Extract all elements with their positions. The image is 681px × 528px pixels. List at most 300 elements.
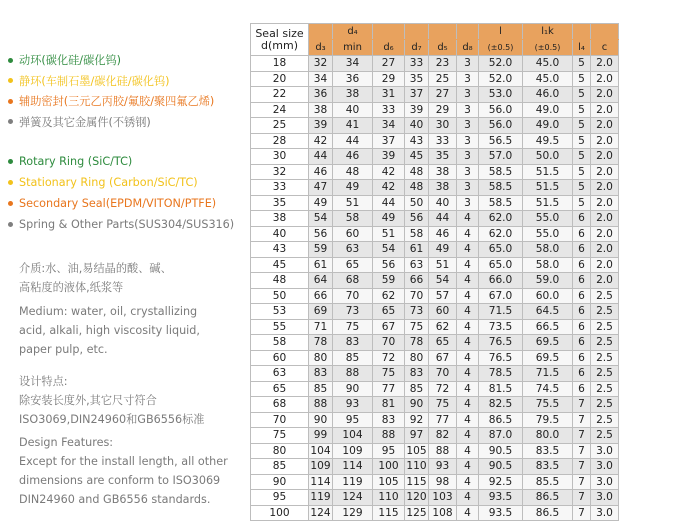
table-cell: 6	[573, 335, 591, 351]
seal-size-header	[251, 24, 309, 56]
table-cell: 65	[333, 257, 373, 273]
table-cell: 2.0	[591, 226, 619, 242]
seal-size-cell: 18	[251, 56, 309, 72]
material-item	[8, 95, 214, 109]
table-cell: 29	[373, 71, 405, 87]
table-row	[251, 56, 619, 72]
table-cell: 44	[373, 195, 405, 211]
table-cell: 46.0	[523, 87, 573, 103]
table-cell: 86.5	[479, 412, 523, 428]
bullet-dot-icon	[8, 78, 13, 83]
table-cell: 80.0	[523, 428, 573, 444]
table-cell: 80	[309, 350, 333, 366]
table-cell: 71	[309, 319, 333, 335]
seal-size-cell: 20	[251, 71, 309, 87]
table-cell: 108	[429, 505, 457, 521]
table-cell: 51	[333, 195, 373, 211]
table-cell: 129	[333, 505, 373, 521]
table-cell: 42	[309, 133, 333, 149]
table-row	[251, 87, 619, 103]
table-cell: 4	[457, 335, 479, 351]
table-row	[251, 71, 619, 87]
table-cell: 4	[457, 304, 479, 320]
table-cell: 42	[373, 180, 405, 196]
table-cell: 53.0	[479, 87, 523, 103]
table-cell: 56	[405, 211, 429, 227]
table-cell: 70	[429, 366, 457, 382]
table-cell: 88	[429, 443, 457, 459]
design-en	[19, 433, 228, 509]
table-cell: 61	[309, 257, 333, 273]
table-cell: 57.0	[479, 149, 523, 165]
design-en-line: dimensions are conform to ISO3069	[19, 474, 221, 487]
material-item	[8, 75, 170, 89]
table-cell: 124	[310, 506, 331, 519]
table-cell: 43	[405, 133, 429, 149]
table-cell: 40	[333, 102, 373, 118]
table-cell: 124	[333, 490, 373, 506]
table-cell: 27	[373, 56, 405, 72]
seal-size-cell: 43	[251, 242, 309, 258]
table-cell: 65.0	[479, 257, 523, 273]
table-cell: 37	[405, 87, 429, 103]
table-cell: 7	[573, 505, 591, 521]
table-cell: 29	[429, 102, 457, 118]
table-cell: 4	[457, 397, 479, 413]
table-row	[251, 490, 619, 506]
seal-size-cell: 24	[251, 102, 309, 118]
table-row	[251, 133, 619, 149]
table-cell: 4	[457, 459, 479, 475]
bullet-dot-icon	[8, 159, 13, 164]
bullet-dot-icon	[8, 99, 13, 104]
table-cell: 31	[373, 87, 405, 103]
table-cell: 6	[573, 211, 591, 227]
table-cell: 54	[309, 211, 333, 227]
table-cell: 3	[457, 87, 479, 103]
table-cell: 4	[457, 273, 479, 289]
table-cell: 55.0	[523, 211, 573, 227]
table-cell: 88	[333, 366, 373, 382]
table-cell: 49.0	[523, 102, 573, 118]
table-cell: 3	[457, 102, 479, 118]
table-cell: 51.5	[523, 164, 573, 180]
table-cell: 115	[406, 475, 427, 488]
material-text: Spring & Other Parts(SUS304/SUS316)	[19, 218, 235, 231]
column-header: d₅	[429, 40, 457, 56]
seal-size-cell: 33	[251, 180, 309, 196]
table-cell: 60.0	[523, 288, 573, 304]
table-cell: 3.0	[591, 490, 619, 506]
table-cell: 40	[405, 118, 429, 134]
table-cell: 57	[429, 288, 457, 304]
table-cell: 32	[309, 56, 333, 72]
table-cell: 5	[573, 56, 591, 72]
table-cell: 3.0	[591, 459, 619, 475]
table-cell: 38	[429, 180, 457, 196]
column-header-top	[457, 24, 479, 40]
table-cell: 61	[405, 242, 429, 258]
table-cell: 3.0	[591, 474, 619, 490]
table-cell: 63	[405, 257, 429, 273]
table-cell: 78	[405, 335, 429, 351]
table-cell: 70	[405, 288, 429, 304]
table-cell: 6	[573, 257, 591, 273]
table-cell: 82.5	[479, 397, 523, 413]
table-cell: 72	[373, 350, 405, 366]
table-cell: 67	[373, 319, 405, 335]
table-cell: 62	[429, 319, 457, 335]
table-cell: 49	[309, 195, 333, 211]
table-cell: 58.5	[479, 164, 523, 180]
table-cell: 2.0	[591, 56, 619, 72]
table-row	[251, 505, 619, 521]
table-row	[251, 226, 619, 242]
table-cell: 23	[429, 56, 457, 72]
table-row	[251, 412, 619, 428]
table-cell: 51.5	[523, 180, 573, 196]
table-cell: 90.5	[479, 443, 523, 459]
table-row	[251, 149, 619, 165]
medium-en-line: Medium: water, oil, crystallizing	[19, 305, 198, 318]
table-cell: 72	[429, 381, 457, 397]
table-cell: 90	[405, 397, 429, 413]
table-cell: 41	[333, 118, 373, 134]
table-cell: 69.5	[523, 350, 573, 366]
table-cell: 62.0	[479, 226, 523, 242]
table-row	[251, 257, 619, 273]
table-cell: 3.0	[591, 505, 619, 521]
table-cell: 70	[333, 288, 373, 304]
table-cell: 92	[405, 412, 429, 428]
table-cell: 33	[373, 102, 405, 118]
table-cell: 58	[333, 211, 373, 227]
table-cell: 30	[429, 118, 457, 134]
table-cell: 109	[310, 460, 331, 472]
table-cell: 88	[309, 397, 333, 413]
table-cell: 80	[405, 350, 429, 366]
table-cell: 3	[457, 118, 479, 134]
table-cell: 27	[429, 87, 457, 103]
table-cell: 6	[573, 350, 591, 366]
table-row	[251, 164, 619, 180]
table-cell: 3	[457, 56, 479, 72]
seal-size-cell: 30	[251, 149, 309, 165]
table-cell: 99	[309, 428, 333, 444]
table-cell: 5	[573, 195, 591, 211]
table-row	[251, 118, 619, 134]
table-cell: 120	[406, 491, 427, 503]
table-header	[251, 24, 619, 56]
table-cell: 49	[429, 242, 457, 258]
table-cell: 38	[429, 164, 457, 180]
table-cell: 3	[457, 195, 479, 211]
medium-cn	[19, 259, 172, 297]
table-cell: 2.0	[591, 71, 619, 87]
seal-size-cell: 50	[251, 288, 309, 304]
material-item	[8, 197, 216, 211]
seal-size-cell: 25	[251, 118, 309, 134]
table-cell: 85	[309, 381, 333, 397]
table-cell: 3	[457, 149, 479, 165]
table-cell: 6	[573, 304, 591, 320]
table-cell: 56.0	[479, 102, 523, 118]
table-cell: 66.5	[523, 319, 573, 335]
material-item	[8, 218, 234, 232]
table-cell: 45.0	[523, 56, 573, 72]
table-cell: 35	[405, 71, 429, 87]
medium-en-line: acid, alkali, high viscosity liquid,	[19, 324, 200, 337]
table-cell: 5	[573, 102, 591, 118]
table-cell: 76.5	[479, 335, 523, 351]
table-cell: 66	[309, 288, 333, 304]
column-header-top	[591, 24, 619, 40]
table-cell: 69.5	[523, 335, 573, 351]
material-text: 弹簧及其它金属件(不锈钢)	[19, 115, 151, 129]
table-cell: 3	[457, 180, 479, 196]
table-cell: 78.5	[479, 366, 523, 382]
table-cell: 59	[309, 242, 333, 258]
table-cell: 50.0	[523, 149, 573, 165]
seal-size-cell: 22	[251, 87, 309, 103]
table-cell: 56.5	[479, 133, 523, 149]
table-row	[251, 459, 619, 475]
table-cell: 86.5	[523, 505, 573, 521]
table-cell: 38	[333, 87, 373, 103]
table-cell: 4	[457, 257, 479, 273]
table-cell: 85	[405, 381, 429, 397]
bullet-dot-icon	[8, 201, 13, 206]
table-cell: 7	[573, 412, 591, 428]
table-cell: 34	[373, 118, 405, 134]
column-header: d₆	[373, 40, 405, 56]
table-cell: 115	[373, 505, 405, 521]
table-cell: 3	[457, 133, 479, 149]
table-cell: 90	[333, 381, 373, 397]
table-cell: 36	[309, 87, 333, 103]
table-cell: 67.0	[479, 288, 523, 304]
table-cell: 4	[457, 428, 479, 444]
table-cell: 3	[457, 164, 479, 180]
table-cell: 4	[457, 412, 479, 428]
medium-en	[19, 302, 200, 359]
table-cell: 65.0	[479, 242, 523, 258]
table-cell: 2.0	[591, 87, 619, 103]
table-cell: 85.5	[523, 474, 573, 490]
column-header: (±0.5)	[479, 40, 523, 56]
table-cell: 90	[309, 412, 333, 428]
table-cell: 93	[429, 459, 457, 475]
table-cell: 5	[573, 149, 591, 165]
design-en-line: DIN24960 and GB6556 standards.	[19, 493, 211, 506]
table-cell: 49.0	[523, 118, 573, 134]
seal-size-cell: 53	[251, 304, 309, 320]
table-cell: 65	[373, 304, 405, 320]
table-cell: 52.0	[479, 56, 523, 72]
table-row	[251, 397, 619, 413]
seal-size-cell: 85	[251, 459, 309, 475]
table-cell: 4	[457, 366, 479, 382]
table-row	[251, 443, 619, 459]
table-row	[251, 319, 619, 335]
table-cell: 6	[573, 288, 591, 304]
table-cell: 4	[457, 226, 479, 242]
table-cell: 60	[429, 304, 457, 320]
table-cell: 2.5	[591, 412, 619, 428]
table-cell: 73	[405, 304, 429, 320]
design-en-line: Design Features:	[19, 436, 114, 449]
seal-size-cell: 70	[251, 412, 309, 428]
bullet-dot-icon	[8, 222, 13, 227]
table-cell: 104	[310, 444, 331, 457]
table-cell: 7	[573, 397, 591, 413]
column-header: min	[333, 40, 373, 56]
seal-size-cell: 95	[251, 490, 309, 506]
seal-size-cell: 90	[251, 474, 309, 490]
table-cell: 2.0	[591, 149, 619, 165]
table-cell: 95	[373, 443, 405, 459]
table-cell: 45	[405, 149, 429, 165]
seal-size-cell: 28	[251, 133, 309, 149]
table-cell: 7	[573, 490, 591, 506]
table-cell: 59	[373, 273, 405, 289]
table-cell: 58.5	[479, 195, 523, 211]
table-cell: 103	[429, 490, 457, 506]
table-row	[251, 273, 619, 289]
table-cell: 6	[573, 366, 591, 382]
table-row	[251, 211, 619, 227]
table-cell: 51	[373, 226, 405, 242]
seal-size-cell: 58	[251, 335, 309, 351]
table-cell: 36	[333, 71, 373, 87]
table-cell: 71.5	[479, 304, 523, 320]
table-cell: 58	[405, 226, 429, 242]
table-cell: 52.0	[479, 71, 523, 87]
design-cn	[19, 372, 204, 429]
table-cell: 2.0	[591, 164, 619, 180]
table-cell: 7	[573, 474, 591, 490]
table-cell: 66	[405, 273, 429, 289]
medium-cn-line: 介质:水、油,易结晶的酸、碱、	[19, 262, 172, 275]
table-cell: 74.5	[523, 381, 573, 397]
table-cell: 4	[457, 211, 479, 227]
table-row	[251, 381, 619, 397]
table-row	[251, 366, 619, 382]
table-cell: 87.0	[479, 428, 523, 444]
table-row	[251, 180, 619, 196]
table-cell: 7	[573, 428, 591, 444]
table-cell: 93.5	[479, 505, 523, 521]
design-en-line: Except for the install length, all other	[19, 455, 228, 468]
seal-size-cell: 40	[251, 226, 309, 242]
table-cell: 77	[373, 381, 405, 397]
table-cell: 69	[309, 304, 333, 320]
table-cell: 34	[333, 56, 373, 72]
table-cell: 75.5	[523, 397, 573, 413]
table-cell: 2.5	[591, 397, 619, 413]
table-row	[251, 428, 619, 444]
table-cell: 79.5	[523, 412, 573, 428]
table-cell: 77	[429, 412, 457, 428]
table-cell: 49.5	[523, 133, 573, 149]
material-item	[8, 155, 132, 169]
table-body	[251, 56, 619, 521]
table-cell: 81	[373, 397, 405, 413]
table-cell: 5	[573, 180, 591, 196]
table-cell: 83	[309, 366, 333, 382]
seal-size-table	[250, 23, 619, 521]
table-cell: 51	[429, 257, 457, 273]
seal-size-cell: 55	[251, 319, 309, 335]
table-cell: 2.0	[591, 242, 619, 258]
column-header-top: l	[479, 24, 523, 40]
table-cell: 5	[573, 164, 591, 180]
table-cell: 44	[429, 211, 457, 227]
table-cell: 109	[333, 443, 373, 459]
table-cell: 38	[309, 102, 333, 118]
bullet-dot-icon	[8, 58, 13, 63]
table-cell: 65	[429, 335, 457, 351]
table-cell: 2.0	[591, 102, 619, 118]
table-cell: 119	[333, 474, 373, 490]
table-cell: 60	[333, 226, 373, 242]
table-cell: 82	[429, 428, 457, 444]
column-header-top	[573, 24, 591, 40]
table-cell: 2.5	[591, 288, 619, 304]
table-cell: 48	[405, 164, 429, 180]
table-row	[251, 304, 619, 320]
seal-size-header-line: d(mm)	[261, 38, 298, 52]
table-cell: 73	[333, 304, 373, 320]
medium-cn-line: 高粘度的液体,纸浆等	[19, 281, 124, 294]
seal-size-cell: 35	[251, 195, 309, 211]
table-cell: 97	[405, 428, 429, 444]
table-cell: 75	[333, 319, 373, 335]
table-cell: 90.5	[479, 459, 523, 475]
table-cell: 35	[429, 149, 457, 165]
table-cell: 7	[573, 459, 591, 475]
table-row	[251, 288, 619, 304]
table-cell: 2.0	[591, 273, 619, 289]
material-item	[8, 116, 151, 130]
table-cell: 2.5	[591, 304, 619, 320]
table-cell: 51.5	[523, 195, 573, 211]
table-cell: 63	[333, 242, 373, 258]
table-cell: 62.0	[479, 211, 523, 227]
table-cell: 47	[309, 180, 333, 196]
table-cell: 6	[573, 273, 591, 289]
table-cell: 83	[373, 412, 405, 428]
column-header-top: l₁k	[523, 24, 573, 40]
table-row	[251, 474, 619, 490]
table-cell: 100	[373, 459, 405, 475]
table-cell: 49	[373, 211, 405, 227]
table-cell: 88	[373, 428, 405, 444]
seal-size-cell: 38	[251, 211, 309, 227]
seal-size-cell: 32	[251, 164, 309, 180]
table-row	[251, 242, 619, 258]
table-cell: 4	[457, 242, 479, 258]
table-cell: 110	[373, 490, 405, 506]
table-cell: 42	[373, 164, 405, 180]
seal-size-cell: 63	[251, 366, 309, 382]
material-text: 动环(碳化硅/碳化钨)	[19, 54, 121, 67]
column-header: l₄	[573, 40, 591, 56]
table-cell: 49	[333, 180, 373, 196]
table-cell: 56	[309, 226, 333, 242]
table-cell: 81.5	[479, 381, 523, 397]
table-cell: 55.0	[523, 226, 573, 242]
